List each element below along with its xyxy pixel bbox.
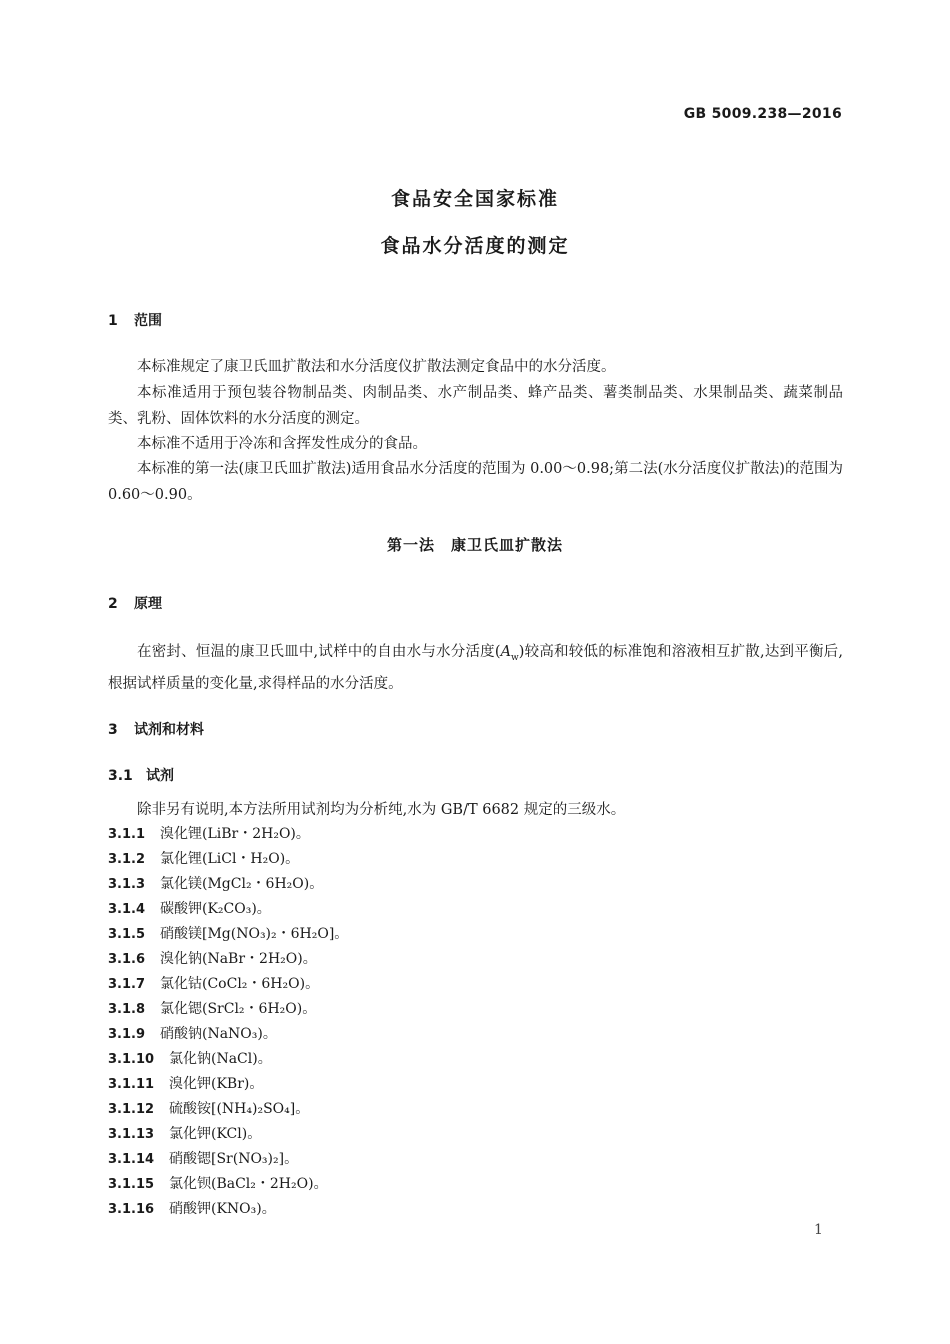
reagent-item (108, 997, 316, 1022)
reagent-number: 3.1.13 (108, 1127, 155, 1142)
reagent-text: 氯化锂(LiCl・H₂O)。 (160, 851, 300, 867)
reagent-item (108, 1147, 298, 1172)
reagent-number: 3.1.2 (108, 852, 146, 867)
reagent-text: 氯化钡(BaCl₂・2H₂O)。 (169, 1176, 328, 1192)
section-number: 3 (108, 722, 118, 738)
section-1-paragraph-2: 本标准适用于预包装谷物制品类、肉制品类、水产制品类、蜂产品类、薯类制品类、水果制品类、蔬菜制品类、乳粉、固体饮料的水分活度的测定。 (108, 385, 843, 427)
paragraph-text-end: )较高和较低的标准饱和溶液相互扩散,达到平衡后,根据试样质量的变化量,求得样品的水分活度。 (108, 644, 844, 692)
reagent-text: 硝酸钠(NaNO₃)。 (160, 1026, 277, 1042)
section-1-paragraph-4: 本标准的第一法(康卫氏皿扩散法)适用食品水分活度的范围为 0.00～0.98;第二法(水分活度仪扩散法)的范围为 0.60～0.90。 (108, 461, 843, 503)
reagent-item (108, 1197, 276, 1222)
section-title: 试剂和材料 (134, 722, 204, 738)
reagent-text: 氯化钴(CoCl₂・6H₂O)。 (160, 976, 320, 992)
reagent-text: 硝酸钾(KNO₃)。 (169, 1201, 276, 1217)
page-number: 1 (814, 1222, 823, 1238)
reagent-number: 3.1.6 (108, 952, 146, 967)
document-subtitle: 食品水分活度的测定 (380, 235, 570, 257)
section-title: 范围 (134, 313, 162, 329)
reagent-text: 氯化钠(NaCl)。 (169, 1051, 272, 1067)
section-number: 1 (108, 313, 118, 329)
section-3-heading (108, 719, 204, 739)
reagent-item (108, 1022, 277, 1047)
reagent-number: 3.1.5 (108, 927, 146, 942)
section-title: 试剂 (146, 768, 174, 784)
reagent-number: 3.1.9 (108, 1027, 146, 1042)
section-3-1-intro: 除非另有说明,本方法所用试剂均为分析纯,水为 GB/T 6682 规定的三级水。 (137, 802, 626, 818)
reagent-number: 3.1.12 (108, 1102, 155, 1117)
reagent-text: 溴化钾(KBr)。 (169, 1076, 264, 1092)
reagent-item (108, 1172, 328, 1197)
reagent-number: 3.1.14 (108, 1152, 155, 1167)
reagent-text: 硝酸锶[Sr(NO₃)₂]。 (169, 1151, 299, 1167)
document-title: 食品安全国家标准 (390, 188, 559, 210)
reagent-text: 氯化镁(MgCl₂・6H₂O)。 (160, 876, 324, 892)
reagent-item (108, 922, 348, 947)
section-1-paragraph-1: 本标准规定了康卫氏皿扩散法和水分活度仪扩散法测定食品中的水分活度。 (137, 359, 616, 375)
water-activity-subscript: w (511, 652, 519, 663)
reagent-text: 碳酸钾(K₂CO₃)。 (160, 901, 271, 917)
reagent-text: 氯化钾(KCl)。 (169, 1126, 262, 1142)
reagent-text: 硫酸铵[(NH₄)₂SO₄]。 (169, 1101, 310, 1117)
reagent-item (108, 872, 323, 897)
reagent-number: 3.1.11 (108, 1077, 155, 1092)
reagent-number: 3.1.15 (108, 1177, 155, 1192)
standard-number: GB 5009.238—2016 (683, 106, 842, 122)
reagent-number: 3.1.1 (108, 827, 146, 842)
reagent-number: 3.1.3 (108, 877, 146, 892)
section-1-paragraph-3: 本标准不适用于冷冻和含挥发性成分的食品。 (137, 436, 427, 452)
reagent-number: 3.1.16 (108, 1202, 155, 1217)
section-2-heading (108, 593, 162, 613)
reagent-text: 溴化锂(LiBr・2H₂O)。 (160, 826, 310, 842)
section-number: 3.1 (108, 768, 133, 784)
reagent-item (108, 1047, 272, 1072)
paragraph-text-start: 在密封、恒温的康卫氏皿中,试样中的自由水与水分活度( (137, 644, 501, 660)
reagent-text: 溴化钠(NaBr・2H₂O)。 (160, 951, 317, 967)
section-3-1-heading (108, 765, 174, 785)
section-number: 2 (108, 596, 118, 612)
reagent-item (108, 897, 271, 922)
reagent-item (108, 847, 299, 872)
reagent-item (108, 1122, 261, 1147)
section-2-paragraph (108, 639, 843, 697)
reagent-number: 3.1.10 (108, 1052, 155, 1067)
method-1-title: 第一法 康卫氏皿扩散法 (386, 536, 563, 554)
section-title: 原理 (134, 596, 162, 612)
reagent-item (108, 947, 317, 972)
reagent-number: 3.1.8 (108, 1002, 146, 1017)
reagent-text: 氯化锶(SrCl₂・6H₂O)。 (160, 1001, 317, 1017)
reagent-item (108, 1072, 263, 1097)
reagent-number: 3.1.4 (108, 902, 146, 917)
reagent-item (108, 972, 319, 997)
reagent-item (108, 1097, 309, 1122)
reagent-text: 硝酸镁[Mg(NO₃)₂・6H₂O]。 (160, 926, 349, 942)
reagent-item (108, 822, 310, 847)
section-1-heading (108, 310, 162, 330)
reagent-number: 3.1.7 (108, 977, 146, 992)
water-activity-symbol: A (500, 644, 512, 660)
